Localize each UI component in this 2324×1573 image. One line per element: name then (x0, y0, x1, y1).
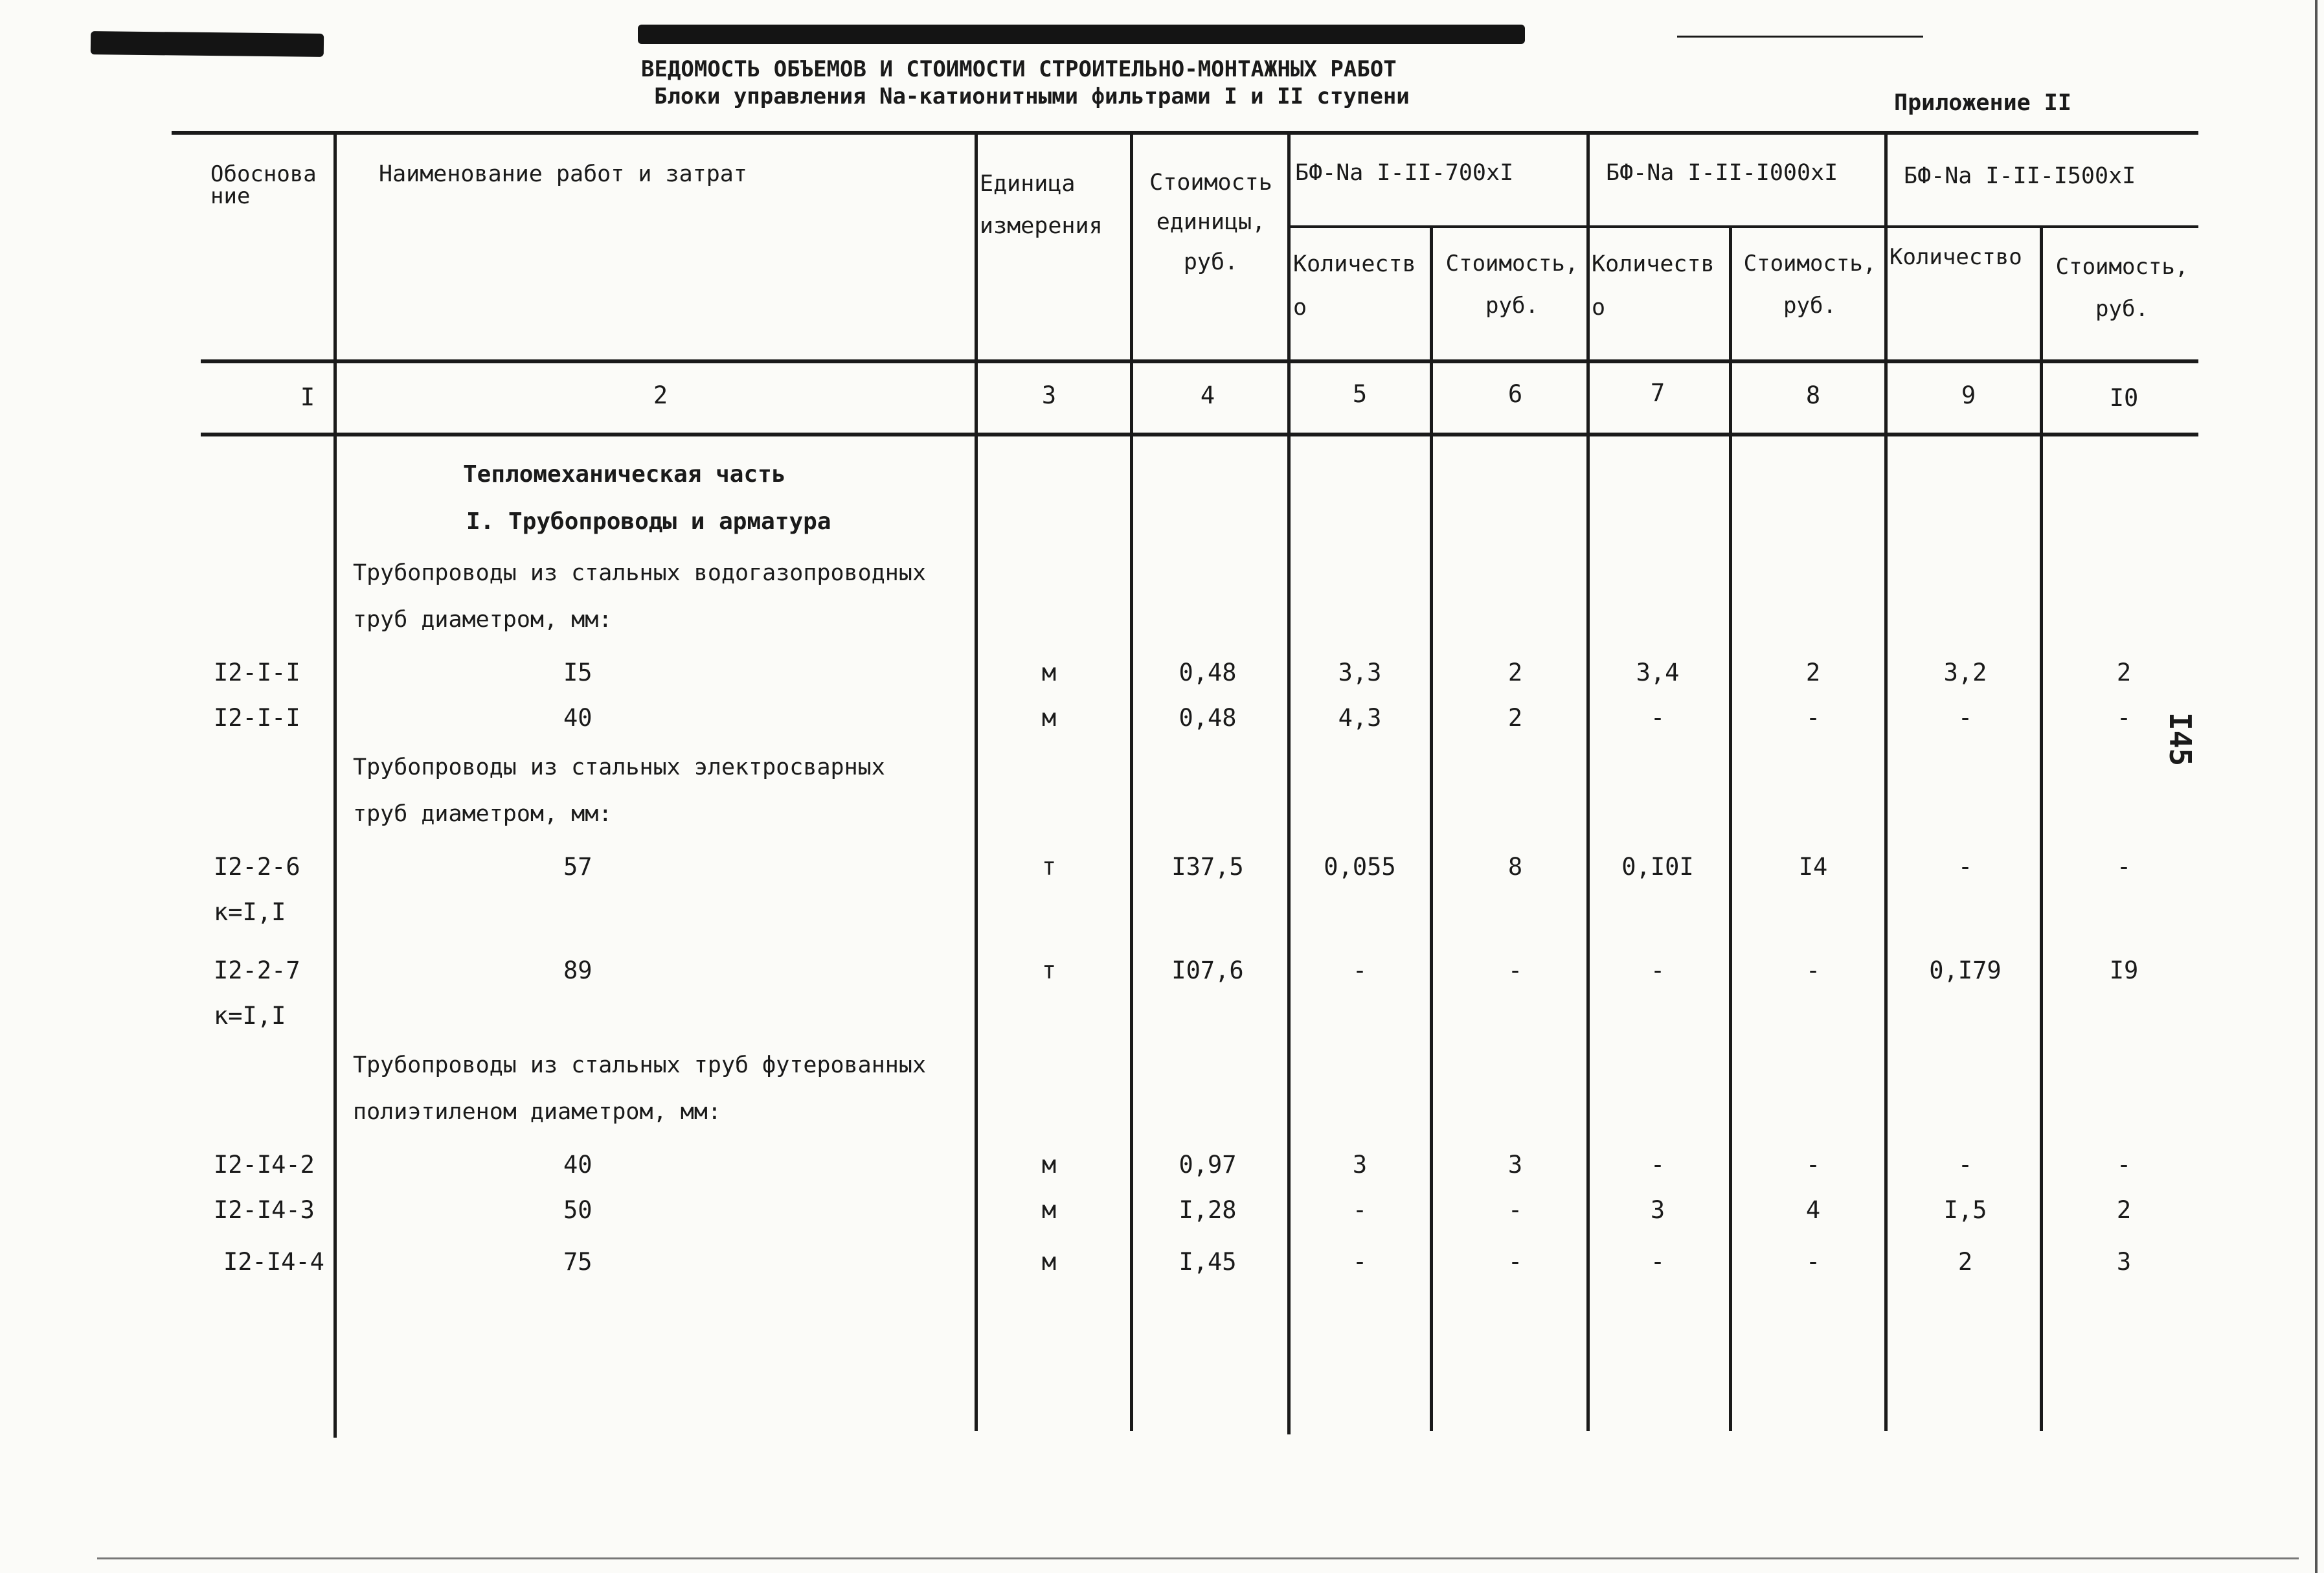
row-code: I2-2-6 (214, 853, 300, 881)
col-line-8 (1884, 133, 1888, 1431)
row-q2: 3 (1650, 1196, 1665, 1224)
header-qty-2: Количество (1592, 251, 1715, 321)
row-q1: 0,055 (1324, 853, 1396, 881)
row-price: I37,5 (1171, 853, 1244, 881)
row-code: I2-I-I (214, 704, 300, 732)
row-code: I2-2-7 (214, 956, 300, 984)
page-number: I45 (2163, 712, 2198, 767)
header-group-700: БФ-Na I-II-700xI (1295, 160, 1514, 186)
row-q2: - (1650, 1248, 1665, 1276)
scan-smudge-left (91, 31, 324, 57)
row-q1: - (1352, 1248, 1368, 1276)
group-header-rule (1289, 225, 2198, 228)
col-line-1 (333, 133, 337, 1438)
row-name: 40 (563, 704, 592, 732)
row-price: I,28 (1179, 1196, 1237, 1224)
row-price: I,45 (1179, 1248, 1237, 1276)
row-q3: 2 (1957, 1248, 1973, 1276)
section-title: Тепломеханическая часть (463, 461, 786, 488)
row-unit: м (1041, 704, 1057, 732)
column-number: 3 (1041, 381, 1057, 409)
row-c3: 2 (2116, 1196, 2132, 1224)
row-name: 50 (563, 1196, 592, 1224)
row-c2: 2 (1805, 659, 1821, 686)
row-c1: - (1507, 956, 1523, 984)
row-unit: м (1041, 1151, 1057, 1179)
row-c3: - (2116, 853, 2132, 881)
row-name: 40 (563, 1151, 592, 1179)
row-c3: - (2116, 704, 2132, 732)
row-c1: 3 (1507, 1151, 1523, 1179)
row-q3: 3,2 (1943, 659, 1987, 686)
row-c1: 8 (1507, 853, 1523, 881)
row-c1: - (1507, 1248, 1523, 1276)
group-title-line: труб диаметром, мм: (353, 801, 613, 827)
row-q3: - (1957, 1151, 1973, 1179)
header-cost-3: Стоимость, руб. (2055, 254, 2189, 322)
row-code-factor: к=I,I (214, 1002, 286, 1030)
column-number: I0 (2109, 384, 2139, 412)
row-q2: - (1650, 1151, 1665, 1179)
row-price: 0,48 (1179, 659, 1237, 686)
header-unit-cost: Стоимость единицы, руб. (1149, 170, 1272, 275)
column-number: 4 (1200, 381, 1215, 409)
scan-line-right (1677, 36, 1923, 38)
col-line-3 (1130, 133, 1133, 1431)
row-unit: т (1041, 956, 1057, 984)
header-justification: Обоснование (210, 161, 317, 209)
header-group-1000: БФ-Na I-II-I000xI (1606, 160, 1838, 186)
group-title-line: труб диаметром, мм: (353, 607, 613, 633)
row-code: I2-I-I (214, 659, 300, 686)
col-line-7 (1729, 227, 1732, 1431)
row-c2: 4 (1805, 1196, 1821, 1224)
row-unit: м (1041, 1248, 1057, 1276)
scan-edge-right (2315, 0, 2318, 1573)
column-number: 8 (1805, 381, 1821, 409)
row-c3: 3 (2116, 1248, 2132, 1276)
header-cost-2: Стоимость, руб. (1743, 251, 1877, 319)
subsection-title: I. Трубопроводы и арматура (466, 508, 831, 535)
header-unit: Единица измерения (980, 171, 1103, 239)
row-q1: 4,3 (1338, 704, 1382, 732)
group-title-line: Трубопроводы из стальных водогазопроводных (353, 560, 927, 586)
row-q2: - (1650, 704, 1665, 732)
col-line-4 (1287, 133, 1291, 1434)
row-price: I07,6 (1171, 956, 1244, 984)
row-c2: - (1805, 1248, 1821, 1276)
row-c2: - (1805, 1151, 1821, 1179)
row-q3: - (1957, 704, 1973, 732)
column-number: 5 (1352, 380, 1368, 408)
row-q2: 3,4 (1636, 659, 1680, 686)
row-q2: 0,I0I (1621, 853, 1694, 881)
table-top-rule (172, 131, 2198, 135)
row-c1: - (1507, 1196, 1523, 1224)
header-qty-1: Количество (1293, 251, 1416, 321)
col-line-6 (1586, 133, 1590, 1431)
column-number: 2 (653, 381, 668, 409)
header-qty-3: Количество (1890, 244, 2022, 270)
row-code: I2-I4-2 (214, 1151, 315, 1179)
header-cost-1: Стоимость, руб. (1445, 251, 1579, 319)
header-name: Наименование работ и затрат (379, 161, 747, 187)
row-code: I2-I4-4 (223, 1248, 324, 1276)
row-name: 75 (563, 1248, 592, 1276)
group-title-line: Трубопроводы из стальных электросварных (353, 754, 885, 780)
row-unit: т (1041, 853, 1057, 881)
row-q1: - (1352, 1196, 1368, 1224)
row-unit: м (1041, 1196, 1057, 1224)
row-code: I2-I4-3 (214, 1196, 315, 1224)
row-price: 0,48 (1179, 704, 1237, 732)
row-c1: 2 (1507, 704, 1523, 732)
numbers-bottom-rule (201, 433, 2198, 436)
scan-line-bottom (97, 1557, 2299, 1559)
row-q1: 3 (1352, 1151, 1368, 1179)
row-price: 0,97 (1179, 1151, 1237, 1179)
column-number: I (300, 383, 315, 411)
col-line-9 (2040, 227, 2043, 1431)
row-c3: 2 (2116, 659, 2132, 686)
column-number: 7 (1650, 379, 1665, 407)
row-q1: 3,3 (1338, 659, 1382, 686)
row-name: I5 (563, 659, 592, 686)
row-code-factor: к=I,I (214, 898, 286, 926)
row-c3: I9 (2109, 956, 2139, 984)
row-name: 89 (563, 956, 592, 984)
group-title-line: полиэтиленом диаметром, мм: (353, 1099, 721, 1125)
page-title: ВЕДОМОСТЬ ОБЪЕМОВ И СТОИМОСТИ СТРОИТЕЛЬНО-МОНТАЖНЫХ РАБОТ (641, 56, 1397, 82)
col-line-5 (1430, 227, 1433, 1431)
row-c2: - (1805, 956, 1821, 984)
row-c1: 2 (1507, 659, 1523, 686)
row-q1: - (1352, 956, 1368, 984)
header-bottom-rule (201, 359, 2198, 363)
row-q3: 0,I79 (1929, 956, 2002, 984)
scan-smudge-center (638, 25, 1525, 44)
column-number: 6 (1507, 380, 1523, 408)
row-c3: - (2116, 1151, 2132, 1179)
row-q3: I,5 (1943, 1196, 1987, 1224)
row-name: 57 (563, 853, 592, 881)
col-line-2 (975, 133, 978, 1431)
column-number: 9 (1961, 381, 1976, 409)
row-q2: - (1650, 956, 1665, 984)
row-c2: I4 (1798, 853, 1828, 881)
row-c2: - (1805, 704, 1821, 732)
row-q3: - (1957, 853, 1973, 881)
row-unit: м (1041, 659, 1057, 686)
page-subtitle: Блоки управления Na-катионитными фильтрами I и II ступени (654, 84, 1410, 109)
appendix-label: Приложение II (1894, 90, 2071, 116)
header-group-1500: БФ-Na I-II-I500xI (1904, 163, 2136, 189)
group-title-line: Трубопроводы из стальных труб футерованных (353, 1052, 927, 1078)
